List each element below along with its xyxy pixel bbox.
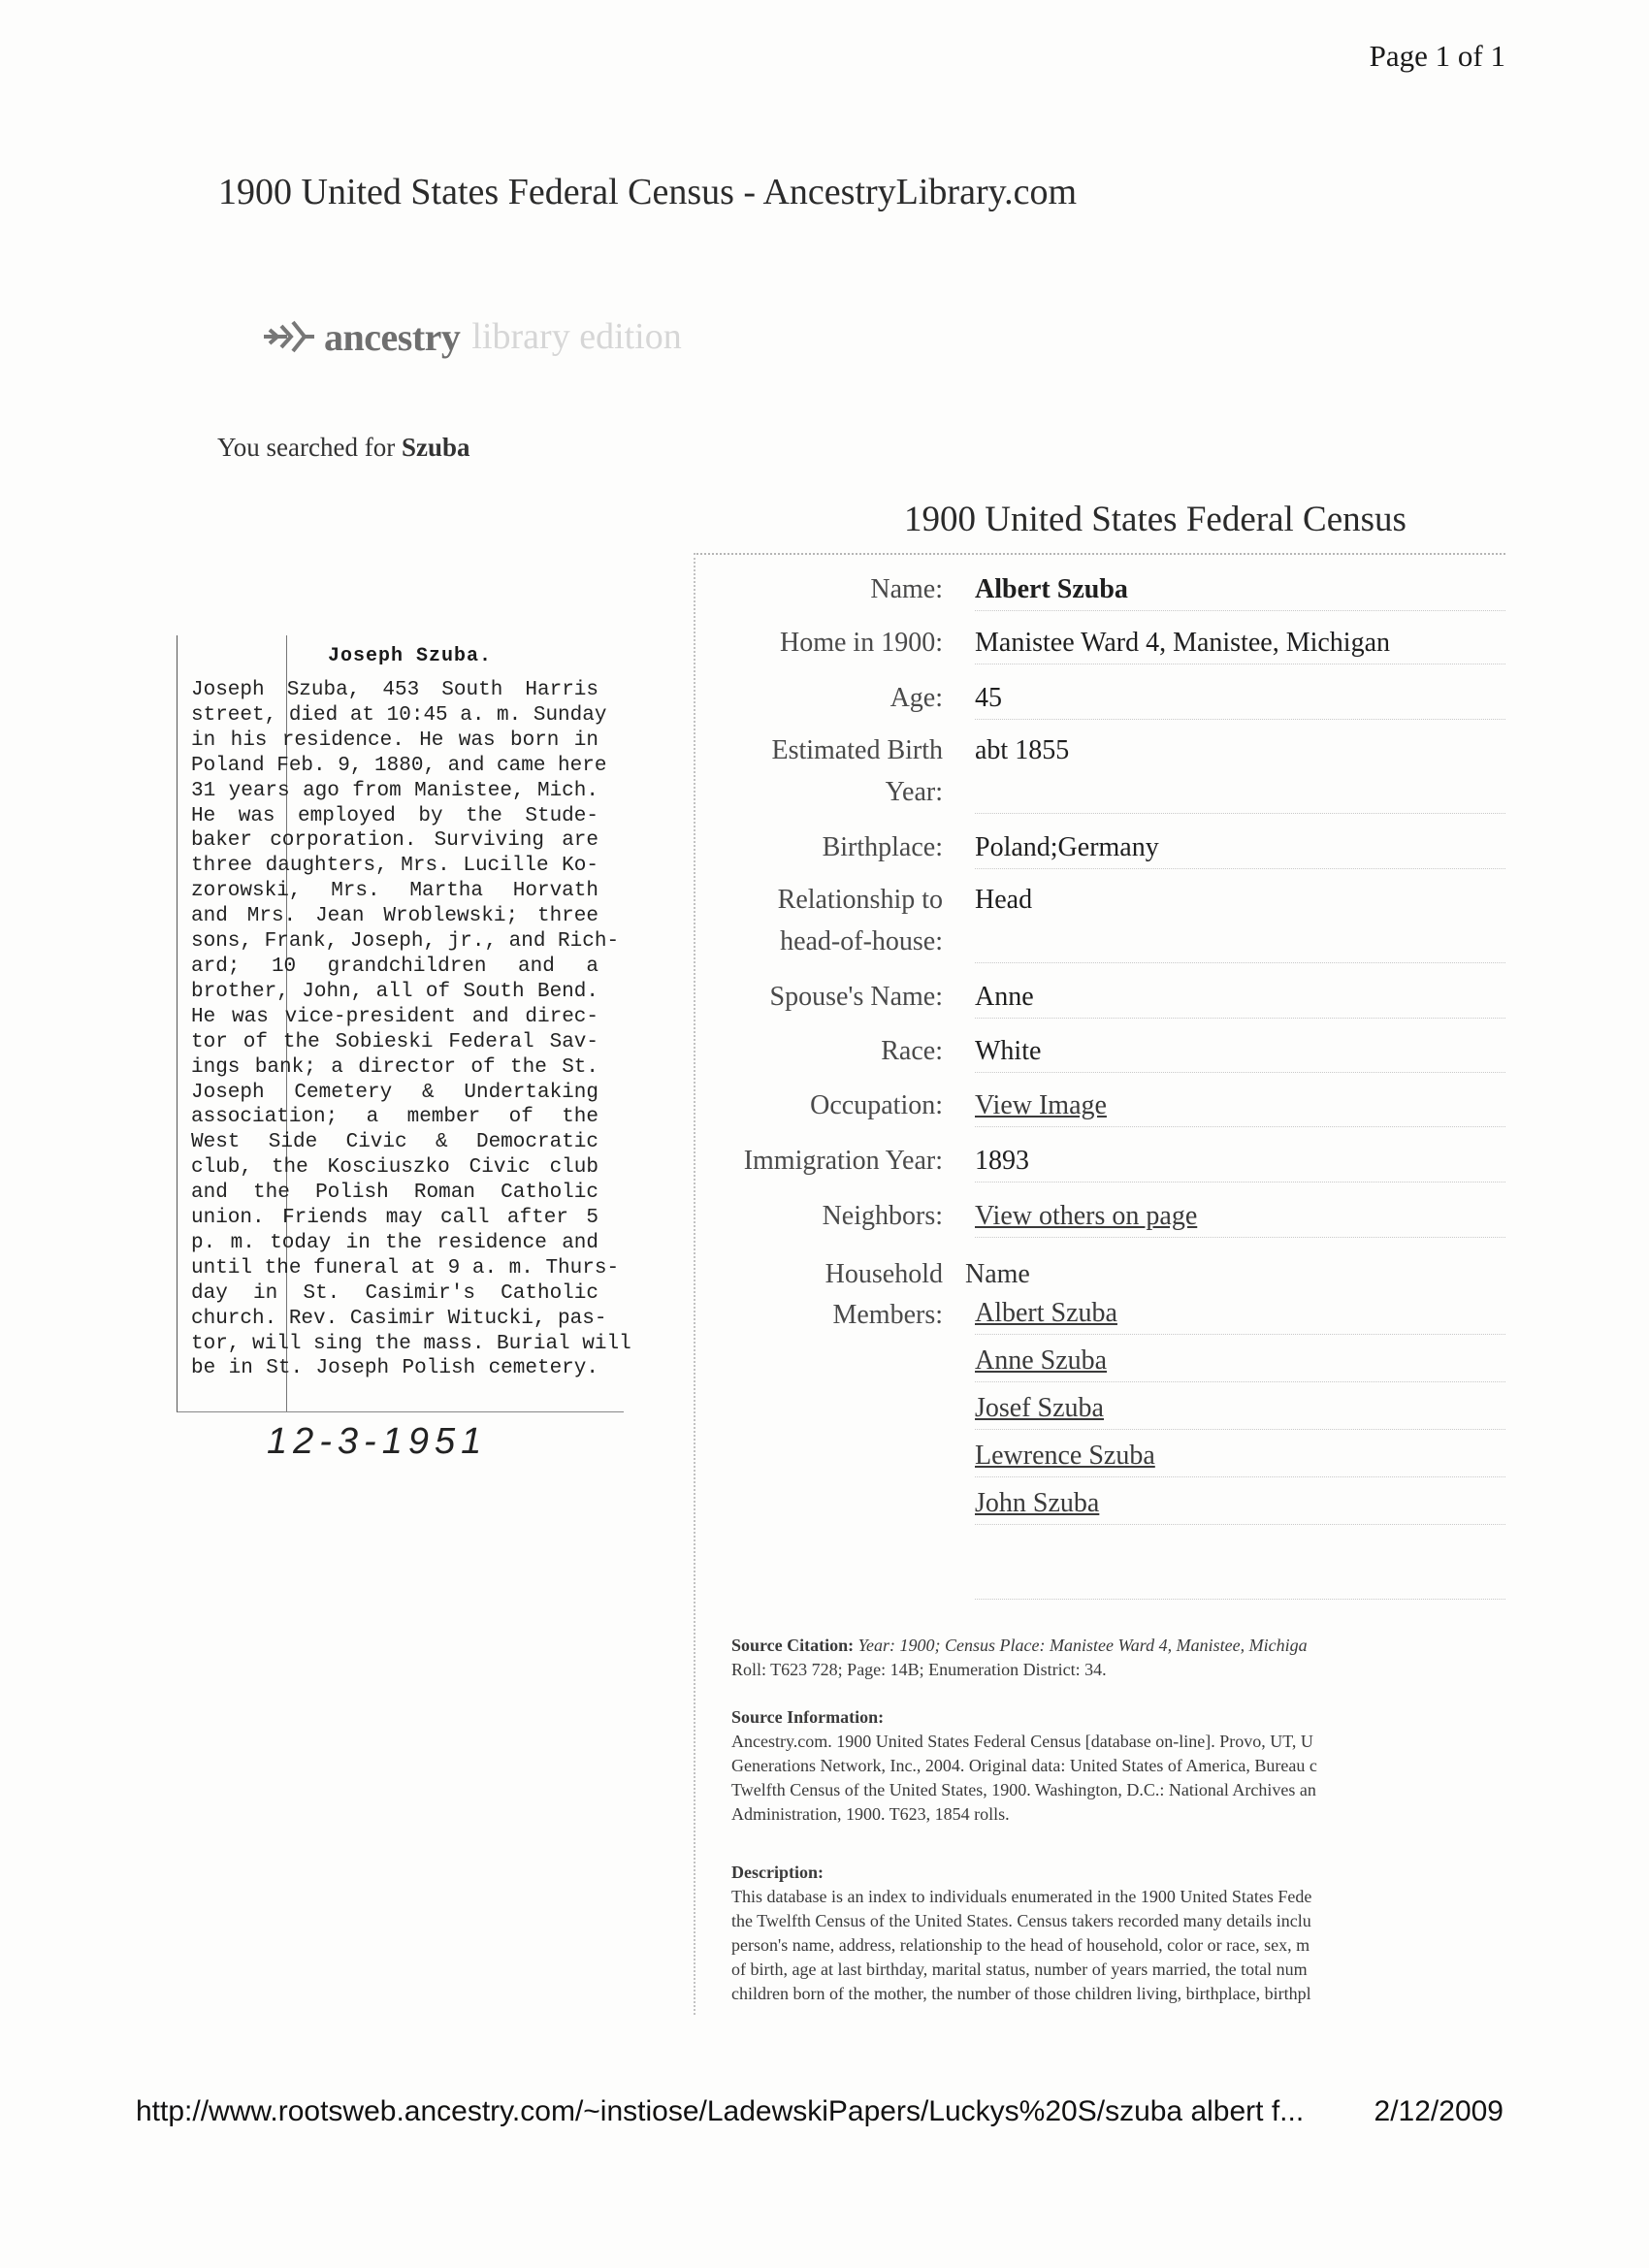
obituary-line: ard; 10 grandchildren and a bbox=[191, 955, 598, 978]
household-member-link[interactable]: Anne Szuba bbox=[975, 1345, 1108, 1376]
relationship-label-2: head-of-house: bbox=[780, 926, 943, 956]
page-number: Page 1 of 1 bbox=[1369, 39, 1505, 73]
obituary-line: in his residence. He was born in bbox=[191, 729, 598, 752]
obituary-line: tor, will sing the mass. Burial will bbox=[191, 1332, 631, 1355]
household-member-link[interactable]: John Szuba bbox=[975, 1488, 1100, 1518]
obituary-line: West Side Civic & Democratic bbox=[191, 1131, 598, 1154]
search-prefix: You searched for bbox=[217, 433, 396, 462]
logo-wordmark: ancestry bbox=[324, 314, 461, 359]
ancestry-leaf-icon bbox=[260, 312, 318, 361]
description-heading: Description: bbox=[731, 1863, 824, 1882]
obituary-line: brother, John, all of South Bend. bbox=[191, 980, 598, 1003]
household-label-2: Members: bbox=[832, 1300, 943, 1330]
obituary-line: church. Rev. Casimir Witucki, pas- bbox=[191, 1307, 607, 1330]
spouse-label: Spouse's Name: bbox=[769, 982, 943, 1012]
birthplace-label: Birthplace: bbox=[822, 832, 943, 862]
description-line: the Twelfth Census of the United States. Census takers recorded many details inclu bbox=[731, 1911, 1311, 1930]
household-member-row bbox=[975, 1292, 1505, 1335]
source-information-heading: Source Information: bbox=[731, 1707, 885, 1727]
obituary-line: and the Polish Roman Catholic bbox=[191, 1182, 598, 1205]
obituary-line: club, the Kosciuszko Civic club bbox=[191, 1156, 598, 1180]
ancestry-logo[interactable] bbox=[260, 312, 682, 361]
obituary-line: p. m. today in the residence and bbox=[191, 1231, 598, 1254]
obituary-line: He was vice-president and direc- bbox=[191, 1005, 598, 1028]
description-line: children born of the mother, the number of those children living, birthplace, birthpl bbox=[731, 1984, 1311, 2003]
spouse-value: Anne bbox=[975, 976, 1505, 1019]
obituary-line: He was employed by the Stude- bbox=[191, 804, 598, 827]
obituary-clipping bbox=[177, 635, 631, 1412]
obituary-line: until the funeral at 9 a. m. Thurs- bbox=[191, 1256, 620, 1280]
household-member-row bbox=[975, 1435, 1505, 1477]
description-line: of birth, age at last birthday, marital status, number of years married, the total num bbox=[731, 1960, 1308, 1979]
census-title: 1900 United States Federal Census bbox=[904, 500, 1406, 539]
print-footer bbox=[136, 2095, 1504, 2128]
description-line: This database is an index to individuals enumerated in the 1900 United States Fede bbox=[731, 1887, 1312, 1906]
logo-edition: library edition bbox=[471, 316, 682, 357]
age-label: Age: bbox=[889, 683, 943, 713]
handwritten-date: 12-3-1951 bbox=[267, 1421, 488, 1462]
home-label: Home in 1900: bbox=[780, 628, 943, 658]
source-information-text bbox=[731, 1732, 1317, 1824]
view-image-link[interactable]: View Image bbox=[975, 1090, 1107, 1120]
household-member-link[interactable]: Lewrence Szuba bbox=[975, 1441, 1155, 1471]
birth-year-label-1: Estimated Birth bbox=[771, 735, 943, 765]
obituary-line: day in St. Casimir's Catholic bbox=[191, 1281, 598, 1305]
source-citation bbox=[731, 1634, 1507, 1682]
obituary-line: tor of the Sobieski Federal Sav- bbox=[191, 1030, 598, 1053]
household-name-header: Name bbox=[965, 1259, 1030, 1289]
race-value: White bbox=[975, 1030, 1505, 1073]
description-line: person's name, address, relationship to the head of household, color or race, sex, m bbox=[731, 1935, 1310, 1955]
obituary-line: association; a member of the bbox=[191, 1106, 598, 1129]
source-information-line: Generations Network, Inc., 2004. Original data: United States of America, Bureau c bbox=[731, 1756, 1317, 1775]
neighbors-label: Neighbors: bbox=[822, 1201, 943, 1231]
household-member-row bbox=[975, 1340, 1505, 1382]
document-title: 1900 United States Federal Census - AncestryLibrary.com bbox=[218, 172, 1078, 212]
obituary-heading: Joseph Szuba. bbox=[328, 645, 493, 667]
source-citation-line-1: Year: 1900; Census Place: Manistee Ward 4, Manistee, Michiga bbox=[857, 1636, 1308, 1655]
description bbox=[731, 1861, 1507, 2006]
view-neighbors-link[interactable]: View others on page bbox=[975, 1201, 1198, 1231]
obituary-line: street, died at 10:45 a. m. Sunday bbox=[191, 703, 607, 727]
birth-year-label-2: Year: bbox=[885, 777, 943, 807]
obituary-line: sons, Frank, Joseph, jr., and Rich- bbox=[191, 930, 620, 954]
search-summary bbox=[217, 433, 470, 463]
obituary-line: three daughters, Mrs. Lucille Ko- bbox=[191, 855, 598, 878]
obituary-text bbox=[191, 678, 631, 1381]
source-information bbox=[731, 1705, 1507, 1827]
birth-year-value: abt 1855 bbox=[975, 729, 1505, 814]
name-label: Name: bbox=[870, 574, 943, 604]
obituary-line: zorowski, Mrs. Martha Horvath bbox=[191, 880, 598, 903]
source-citation-heading: Source Citation: bbox=[731, 1636, 855, 1655]
name-value: Albert Szuba bbox=[975, 568, 1505, 611]
immigration-value: 1893 bbox=[975, 1140, 1505, 1183]
obituary-line: Poland Feb. 9, 1880, and came here bbox=[191, 754, 607, 777]
source-information-line: Twelfth Census of the United States, 1900. Washington, D.C.: National Archives an bbox=[731, 1780, 1316, 1799]
obituary-line: union. Friends may call after 5 bbox=[191, 1207, 598, 1230]
relationship-value: Head bbox=[975, 879, 1505, 963]
neighbors-cell bbox=[975, 1195, 1505, 1238]
relationship-label-1: Relationship to bbox=[777, 885, 943, 915]
household-member-link[interactable]: Albert Szuba bbox=[975, 1298, 1117, 1328]
age-value: 45 bbox=[975, 677, 1505, 720]
household-end-divider bbox=[975, 1599, 1505, 1600]
household-member-row bbox=[975, 1482, 1505, 1525]
occupation-label: Occupation: bbox=[810, 1090, 943, 1120]
source-information-line: Administration, 1900. T623, 1854 rolls. bbox=[731, 1804, 1010, 1824]
obituary-line: baker corporation. Surviving are bbox=[191, 829, 598, 853]
obituary-line: and Mrs. Jean Wroblewski; three bbox=[191, 905, 598, 928]
footer-date: 2/12/2009 bbox=[1374, 2095, 1504, 2127]
source-information-line: Ancestry.com. 1900 United States Federal Census [database on-line]. Provo, UT, U bbox=[731, 1732, 1313, 1751]
household-member-link[interactable]: Josef Szuba bbox=[975, 1393, 1104, 1423]
search-term: Szuba bbox=[401, 433, 470, 462]
household-label-1: Household bbox=[824, 1259, 943, 1289]
obituary-line: Joseph Szuba, 453 South Harris bbox=[191, 679, 598, 701]
obituary-line: be in St. Joseph Polish cemetery. bbox=[191, 1357, 598, 1380]
description-text bbox=[731, 1887, 1311, 2003]
immigration-label: Immigration Year: bbox=[743, 1146, 943, 1176]
obituary-line: Joseph Cemetery & Undertaking bbox=[191, 1081, 598, 1104]
household-member-row bbox=[975, 1387, 1505, 1430]
footer-url: http://www.rootsweb.ancestry.com/~instiose/LadewskiPapers/Luckys%20S/szuba albert f... bbox=[136, 2095, 1305, 2127]
race-label: Race: bbox=[881, 1036, 943, 1066]
obituary-line: 31 years ago from Manistee, Mich. bbox=[191, 779, 598, 802]
birthplace-value: Poland;Germany bbox=[975, 826, 1505, 869]
occupation-cell bbox=[975, 1085, 1505, 1127]
home-value: Manistee Ward 4, Manistee, Michigan bbox=[975, 622, 1505, 664]
source-citation-line-2: Roll: T623 728; Page: 14B; Enumeration District: 34. bbox=[731, 1660, 1107, 1679]
obituary-line: ings bank; a director of the St. bbox=[191, 1055, 598, 1079]
